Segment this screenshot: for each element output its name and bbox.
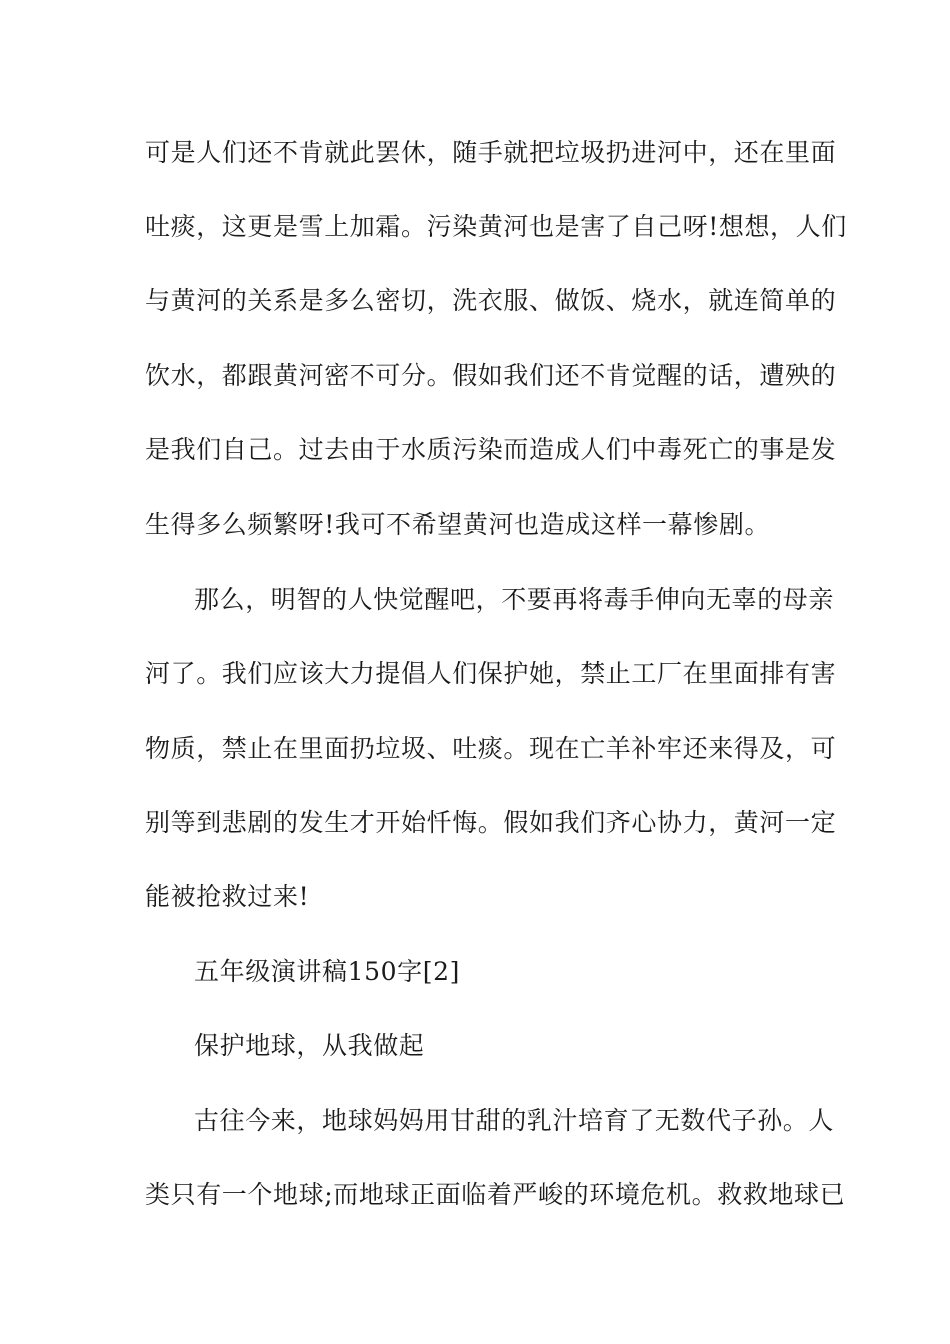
text-line: 饮水，都跟黄河密不可分。假如我们还不肯觉醒的话，遭殃的 [145, 361, 837, 390]
text-line: 生得多么频繁呀!我可不希望黄河也造成这样一幕惨剧。 [145, 510, 771, 539]
text-line: 与黄河的关系是多么密切，洗衣服、做饭、烧水，就连简单的 [145, 286, 837, 315]
text-line: 吐痰，这更是雪上加霜。污染黄河也是害了自己呀!想想，人们 [145, 212, 847, 241]
speech-title: 保护地球，从我做起 [194, 1031, 425, 1060]
text-line: 别等到悲剧的发生才开始忏悔。假如我们齐心协力，黄河一定 [145, 808, 837, 837]
paragraph-start-line: 古往今来，地球妈妈用甘甜的乳汁培育了无数代子孙。人 [194, 1106, 835, 1135]
text-line: 可是人们还不肯就此罢休，随手就把垃圾扔进河中，还在里面 [145, 138, 837, 167]
section-heading: 五年级演讲稿150字[2] [194, 957, 460, 986]
text-line: 类只有一个地球;而地球正面临着严峻的环境危机。救救地球已 [145, 1180, 846, 1209]
text-line: 河了。我们应该大力提倡人们保护她，禁止工厂在里面排有害 [145, 659, 837, 688]
text-line: 是我们自己。过去由于水质污染而造成人们中毒死亡的事是发 [145, 435, 837, 464]
text-line: 能被抢救过来! [145, 882, 310, 911]
text-line: 物质，禁止在里面扔垃圾、吐痰。现在亡羊补牢还来得及，可 [145, 734, 837, 763]
paragraph-start-line: 那么，明智的人快觉醒吧，不要再将毒手伸向无辜的母亲 [194, 585, 835, 614]
